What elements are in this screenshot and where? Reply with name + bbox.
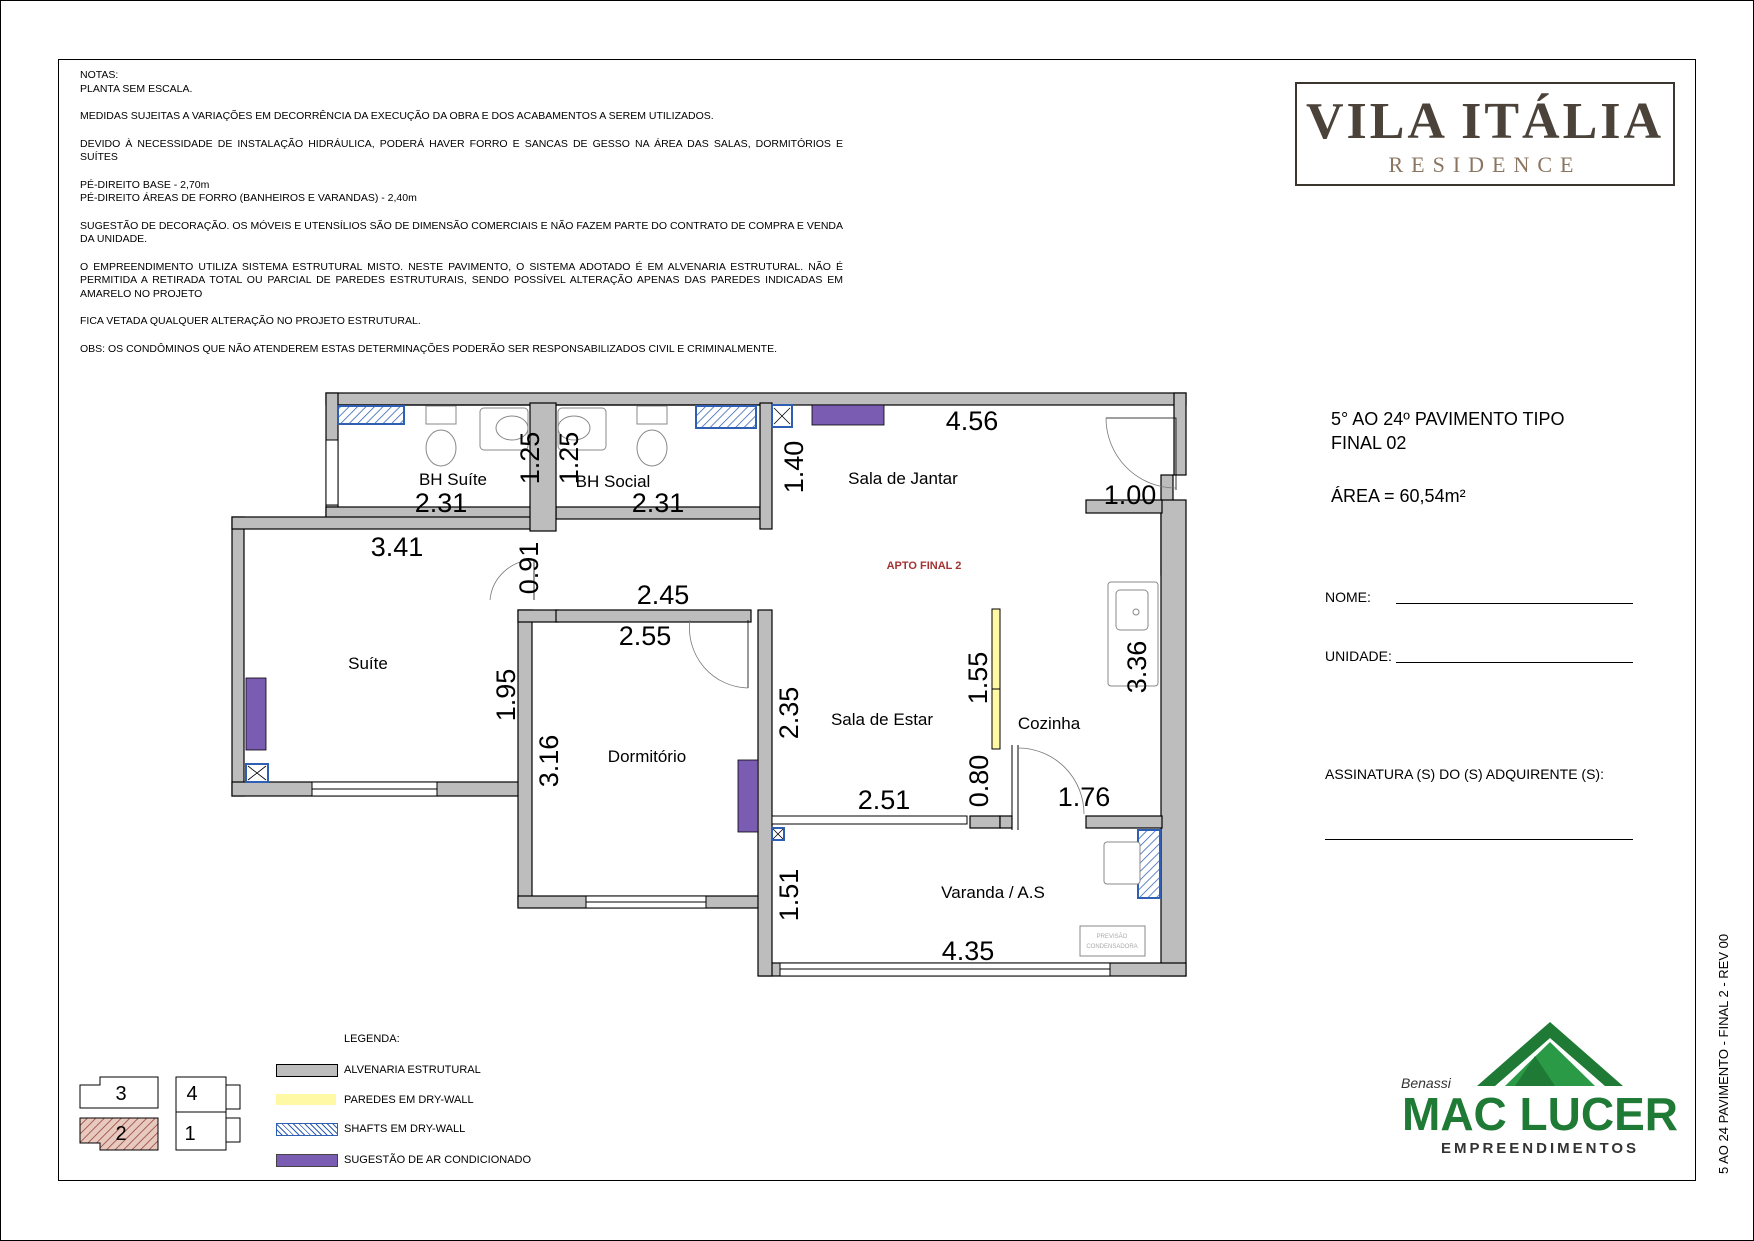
legend-label-shafts: SHAFTS EM DRY-WALL: [344, 1123, 466, 1135]
revision-label: 5 AO 24 PAVIMENTO - FINAL 2 - REV 00: [1716, 933, 1731, 1174]
legend-swatch-drywall: [276, 1094, 336, 1105]
dim-255: 2.55: [618, 621, 672, 651]
mac-lucer-logo: [1395, 1020, 1685, 1160]
unit-label: UNIDADE:: [1325, 648, 1392, 664]
shafts: [246, 405, 1160, 898]
room-suite: Suíte: [348, 654, 388, 673]
dim-151: 1.51: [774, 868, 804, 922]
key-unit-3: 3: [115, 1083, 127, 1105]
key-unit-1: 1: [184, 1123, 196, 1145]
dim-100: 1.00: [1103, 480, 1157, 510]
note-3: DEVIDO À NECESSIDADE DE INSTALAÇÃO HIDRÁULICA, PODERÁ HAVER FORRO E SANCAS DE GESSO NA ÁREA DAS SALAS, DORMITÓRIOS E SUÍTES: [80, 137, 843, 163]
dim-125a: 1.25: [515, 431, 545, 485]
note-1: PLANTA SEM ESCALA.: [80, 82, 193, 95]
logo-name: VILA ITÁLIA: [1305, 93, 1665, 150]
legend-label-structural: ALVENARIA ESTRUTURAL: [344, 1064, 481, 1076]
name-label: NOME:: [1325, 589, 1371, 605]
dim-195: 1.95: [491, 668, 521, 722]
area-label: ÁREA = 60,54m²: [1331, 486, 1466, 506]
note-6: SUGESTÃO DE DECORAÇÃO. OS MÓVEIS E UTENSÍLIOS SÃO DE DIMENSÃO COMERCIAIS E NÃO FAZEM PARTE DO CONTRATO DE COMPRA E VENDA DA UNIDADE.: [80, 219, 843, 245]
notes-heading: NOTAS:: [80, 69, 119, 81]
key-unit-4: 4: [186, 1083, 198, 1105]
dim-456: 4.56: [945, 406, 999, 436]
dim-251: 2.51: [857, 785, 911, 815]
dim-155: 1.55: [963, 651, 993, 705]
room-sala-estar: Sala de Estar: [830, 710, 934, 729]
dim-080: 0.80: [964, 754, 994, 808]
brand-script: Benassi: [1401, 1075, 1451, 1091]
floor-label: 5° AO 24º PAVIMENTO TIPO: [1331, 409, 1565, 429]
note-4: PÉ-DIREITO BASE - 2,70m: [80, 178, 210, 191]
dim-336: 3.36: [1122, 640, 1152, 694]
dim-341: 3.41: [370, 532, 424, 562]
condenser-text-1: PREVISÃO: [1096, 934, 1128, 940]
logo-sub: RESIDENCE: [1388, 152, 1582, 177]
brand-name: MAC LUCER: [1402, 1088, 1678, 1140]
legend-swatch-ac: [276, 1154, 338, 1167]
legend-label-ac: SUGESTÃO DE AR CONDICIONADO: [344, 1154, 532, 1166]
dim-316: 3.16: [534, 734, 564, 788]
condenser-text-2: CONDENSADORA: [1086, 944, 1138, 950]
note-2: MEDIDAS SUJEITAS A VARIAÇÕES EM DECORRÊNCIA DA EXECUÇÃO DA OBRA E DOS ACABAMENTOS A SEREM UTILIZADOS.: [80, 110, 714, 122]
dim-125b: 1.25: [554, 431, 584, 485]
note-9: OBS: OS CONDÔMINOS QUE NÃO ATENDEREM ESTAS DETERMINAÇÕES PODERÃO SER RESPONSABILIZADOS CIVIL E CRIMINALMENTE.: [80, 342, 778, 355]
dim-245: 2.45: [636, 580, 690, 610]
room-cozinha: Cozinha: [1017, 714, 1081, 733]
room-dormitorio: Dormitório: [607, 747, 687, 766]
room-bh-suite: BH Suíte: [418, 470, 488, 489]
legend-swatch-structural: [276, 1064, 338, 1077]
dim-091: 0.91: [514, 541, 544, 595]
key-unit-2: 2: [115, 1123, 127, 1145]
dim-140: 1.40: [779, 440, 809, 494]
dim-176: 1.76: [1057, 782, 1111, 812]
apto-label: APTO FINAL 2: [886, 560, 962, 572]
legend-swatch-shafts: [276, 1123, 338, 1136]
note-7: O EMPREENDIMENTO UTILIZA SISTEMA ESTRUTURAL MISTO. NESTE PAVIMENTO, O SISTEMA ADOTADO É EM ALVENARIA ESTRUTURAL. NÃO É PERMITIDA A RETIRADA TOTAL OU PARCIAL DE PAREDES ESTRUTURAIS, SENDO POSSÍVEL ALTERAÇÃO APENAS DAS PAREDES INDICADAS EM AMARELO NO PROJETO: [80, 260, 843, 300]
legend-title: LEGENDA:: [344, 1033, 400, 1045]
dim-231a: 2.31: [414, 488, 468, 518]
room-bh-social: BH Social: [575, 472, 651, 491]
dim-235: 2.35: [774, 686, 804, 740]
dim-231b: 2.31: [631, 488, 685, 518]
signature-label: ASSINATURA (S) DO (S) ADQUIRENTE (S):: [1325, 766, 1604, 782]
dim-435: 4.35: [941, 936, 995, 966]
note-8: FICA VETADA QUALQUER ALTERAÇÃO NO PROJETO ESTRUTURAL.: [80, 315, 421, 327]
key-plan: [80, 1077, 240, 1150]
legend-label-drywall: PAREDES EM DRY-WALL: [344, 1094, 474, 1106]
note-5: PÉ-DIREITO ÁREAS DE FORRO (BANHEIROS E VARANDAS) - 2,40m: [80, 192, 417, 204]
room-varanda: Varanda / A.S: [941, 883, 1045, 902]
room-sala-jantar: Sala de Jantar: [848, 469, 958, 488]
brand-sub: EMPREENDIMENTOS: [1440, 1140, 1640, 1157]
final-label: FINAL 02: [1331, 433, 1407, 453]
